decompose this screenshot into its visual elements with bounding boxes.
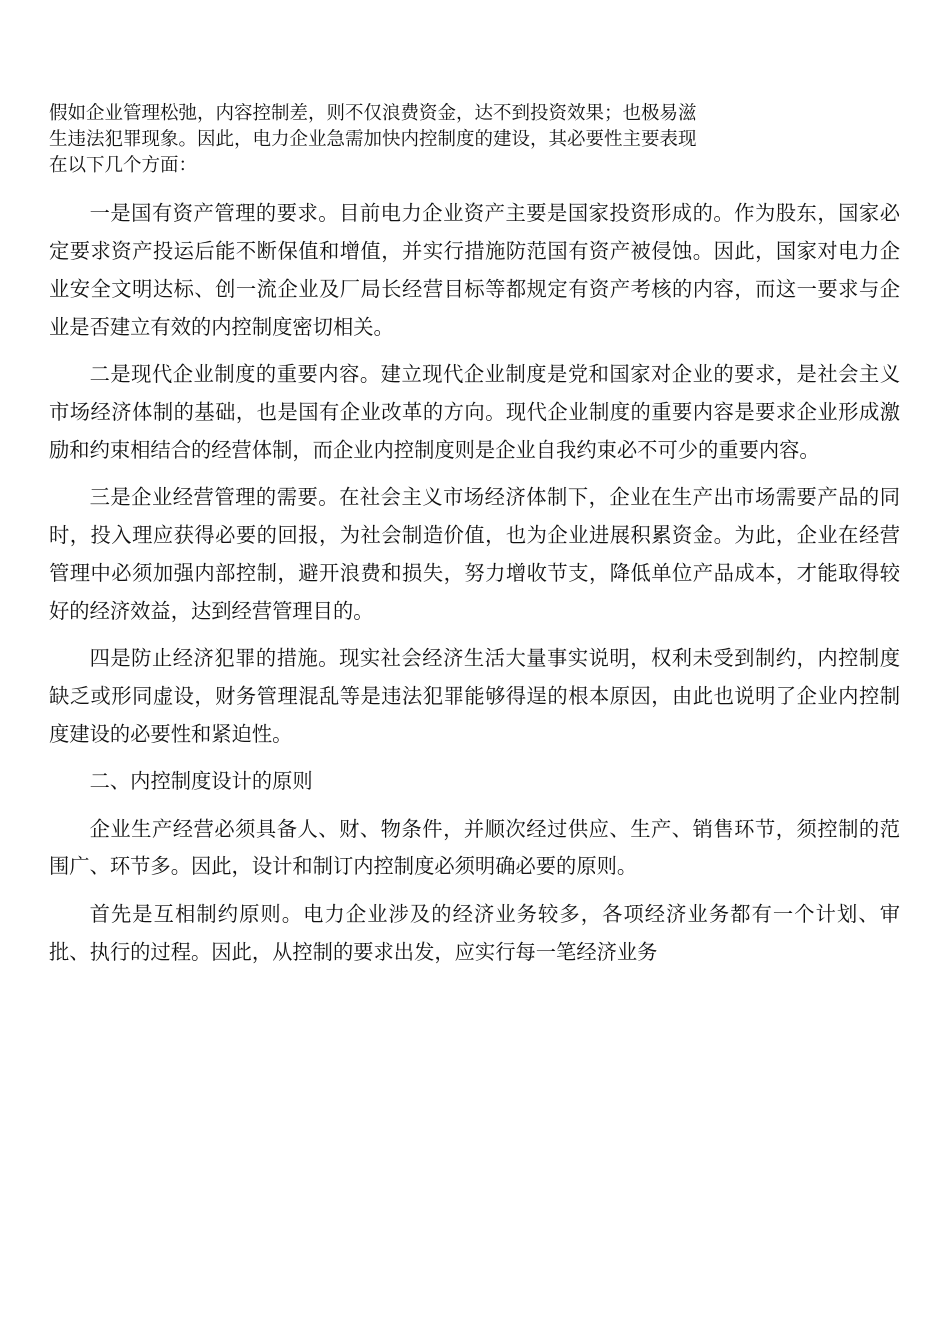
intro-text [49, 101, 849, 179]
intro-line: 假如企业管理松弛，内容控制差，则不仅浪费资金，达不到投资效果；也极易滋 [49, 103, 697, 124]
paragraph-mutual-restriction-principle: 首先是互相制约原则。电力企业涉及的经济业务较多，各项经济业务都有一个计划、审批、执行的过程。因此，从控制的要求出发，应实行每一笔经济业务 [49, 901, 900, 964]
paragraph-state-asset-management: 一是国有资产管理的要求。目前电力企业资产主要是国家投资形成的。作为股东，国家必定要求资产投运后能不断保值和增值，并实行措施防范国有资产被侵蚀。因此，国家对电力企业安全文明达标、创一流企业及厂局长经营目标等都规定有资产考核的内容，而这一要求与企业是否建立有效的内控制度密切相关。 [49, 201, 900, 339]
paragraph-crime-prevention: 四是防止经济犯罪的措施。现实社会经济生活大量事实说明，权利未受到制约，内控制度缺乏或形同虚设，财务管理混乱等是违法犯罪能够得逞的根本原因，由此也说明了企业内控制度建设的必要性和紧迫性。 [49, 646, 900, 746]
intro-line: 在以下几个方面： [49, 155, 198, 176]
paragraph-modern-enterprise-system: 二是现代企业制度的重要内容。建立现代企业制度是党和国家对企业的要求，是社会主义市场经济体制的基础，也是国有企业改革的方向。现代企业制度的重要内容是要求企业形成激励和约束相结合的经营体制，而企业内控制度则是企业自我约束必不可少的重要内容。 [49, 362, 900, 462]
paragraph-control-scope: 企业生产经营必须具备人、财、物条件，并顺次经过供应、生产、销售环节，须控制的范围广、环节多。因此，设计和制订内控制度必须明确必要的原则。 [49, 816, 900, 879]
paragraph-business-management-need: 三是企业经营管理的需要。在社会主义市场经济体制下，企业在生产出市场需要产品的同时，投入理应获得必要的回报，为社会制造价值，也为企业进展积累资金。为此，企业在经营管理中必须加强内部控制，避开浪费和损失，努力增收节支，降低单位产品成本，才能取得较好的经济效益，达到经营管理目的。 [49, 485, 900, 623]
body-text [49, 195, 900, 972]
section-heading-design-principles: 二、内控制度设计的原则 [89, 769, 313, 794]
intro-line: 生违法犯罪现象。因此，电力企业急需加快内控制度的建设，其必要性主要表现 [49, 129, 697, 150]
